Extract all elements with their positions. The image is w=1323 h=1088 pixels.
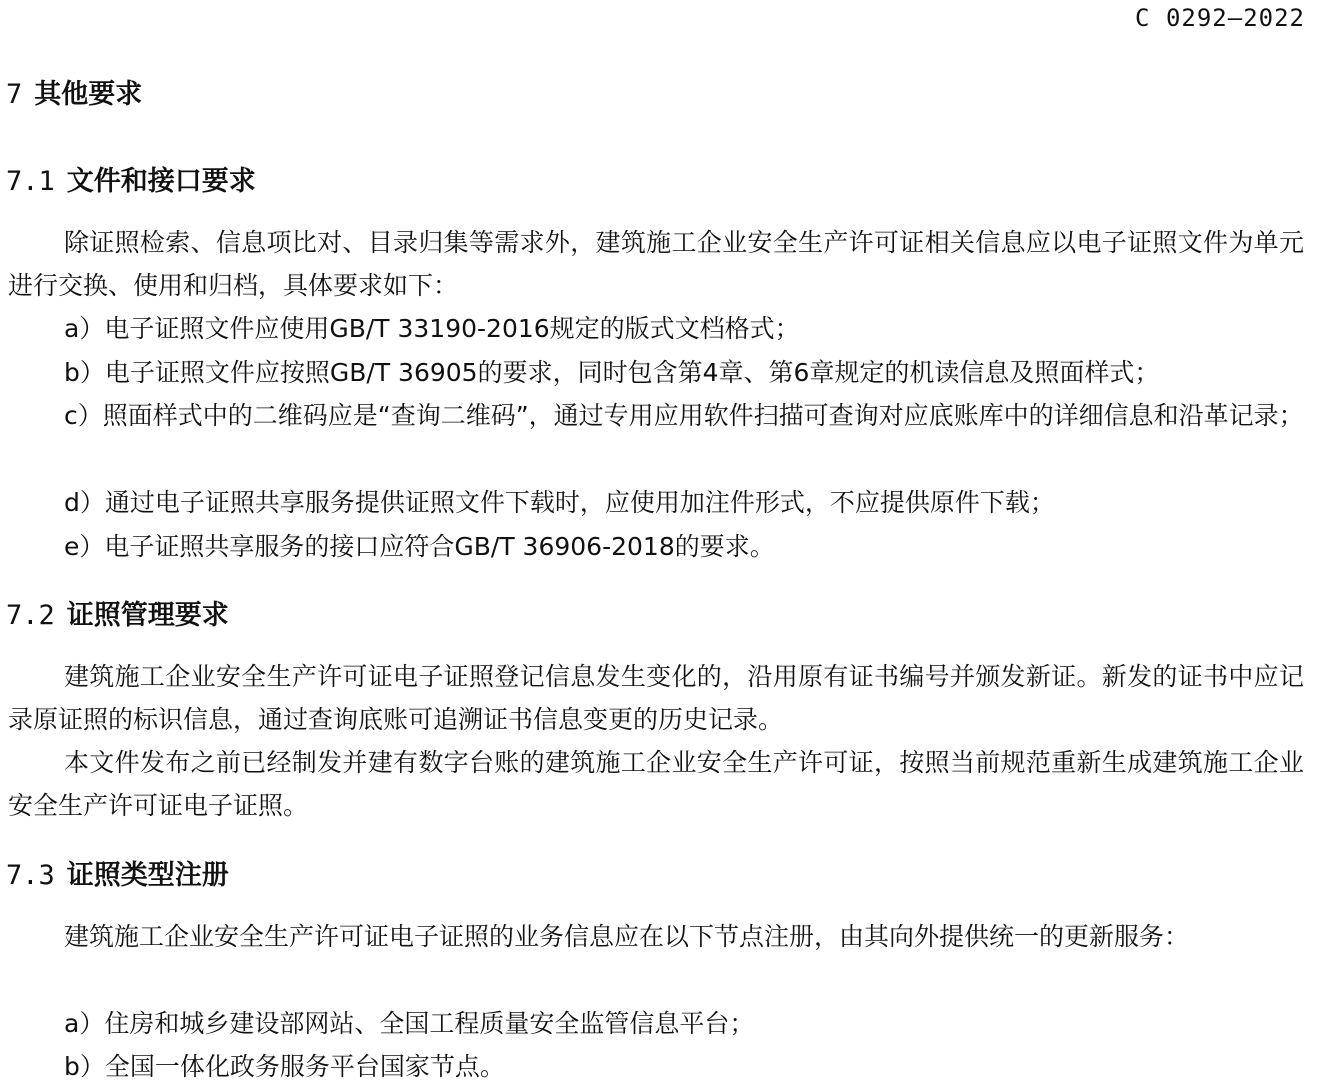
section-title: 证照管理要求 (66, 600, 229, 631)
list-item-a: a）电子证照文件应使用GB/T 33190-2016规定的版式文档格式； (64, 314, 800, 343)
section-heading-7-1 (6, 159, 256, 198)
list-item-a: a）住房和城乡建设部网站、全国工程质量安全监管信息平台； (64, 1009, 755, 1038)
section-7-2-para-1: 建筑施工企业安全生产许可证电子证照登记信息发生变化的，沿用原有证书编号并颁发新证。新发的证书中应记录原证照的标识信息，通过查询底账可追溯证书信息变更的历史记录。 (8, 662, 1304, 734)
section-title: 文件和接口要求 (66, 166, 256, 197)
section-number: 7.3 (6, 860, 55, 891)
section-number: 7.2 (6, 600, 55, 631)
section-heading-7 (6, 72, 142, 111)
section-7-3-intro: 建筑施工企业安全生产许可证电子证照的业务信息应在以下节点注册，由其向外提供统一的更新服务： (64, 922, 1190, 951)
section-title: 其他要求 (34, 79, 143, 110)
standard-code: C 0292—2022 (1135, 4, 1305, 32)
section-number: 7.1 (6, 166, 55, 197)
section-heading-7-2 (6, 593, 229, 632)
list-item-b: b）电子证照文件应按照GB/T 36905的要求，同时包含第4章、第6章规定的机读信息及照面样式； (64, 358, 1160, 387)
section-title: 证照类型注册 (66, 860, 229, 891)
section-7-2-para-2: 本文件发布之前已经制发并建有数字台账的建筑施工企业安全生产许可证，按照当前规范重新生成建筑施工企业安全生产许可证电子证照。 (8, 748, 1304, 820)
section-heading-7-3 (6, 853, 229, 892)
list-item-c: c）照面样式中的二维码应是“查询二维码”，通过专用应用软件扫描可查询对应底账库中的详细信息和沿革记录； (64, 401, 1304, 430)
list-item-b: b）全国一体化政务服务平台国家节点。 (64, 1052, 505, 1081)
list-item-d: d）通过电子证照共享服务提供证照文件下载时，应使用加注件形式，不应提供原件下载； (64, 488, 1055, 517)
section-7-1-intro: 除证照检索、信息项比对、目录归集等需求外，建筑施工企业安全生产许可证相关信息应以电子证照文件为单元进行交换、使用和归档，具体要求如下： (8, 228, 1304, 300)
list-item-e: e）电子证照共享服务的接口应符合GB/T 36906-2018的要求。 (64, 532, 775, 561)
section-number: 7 (6, 79, 23, 110)
